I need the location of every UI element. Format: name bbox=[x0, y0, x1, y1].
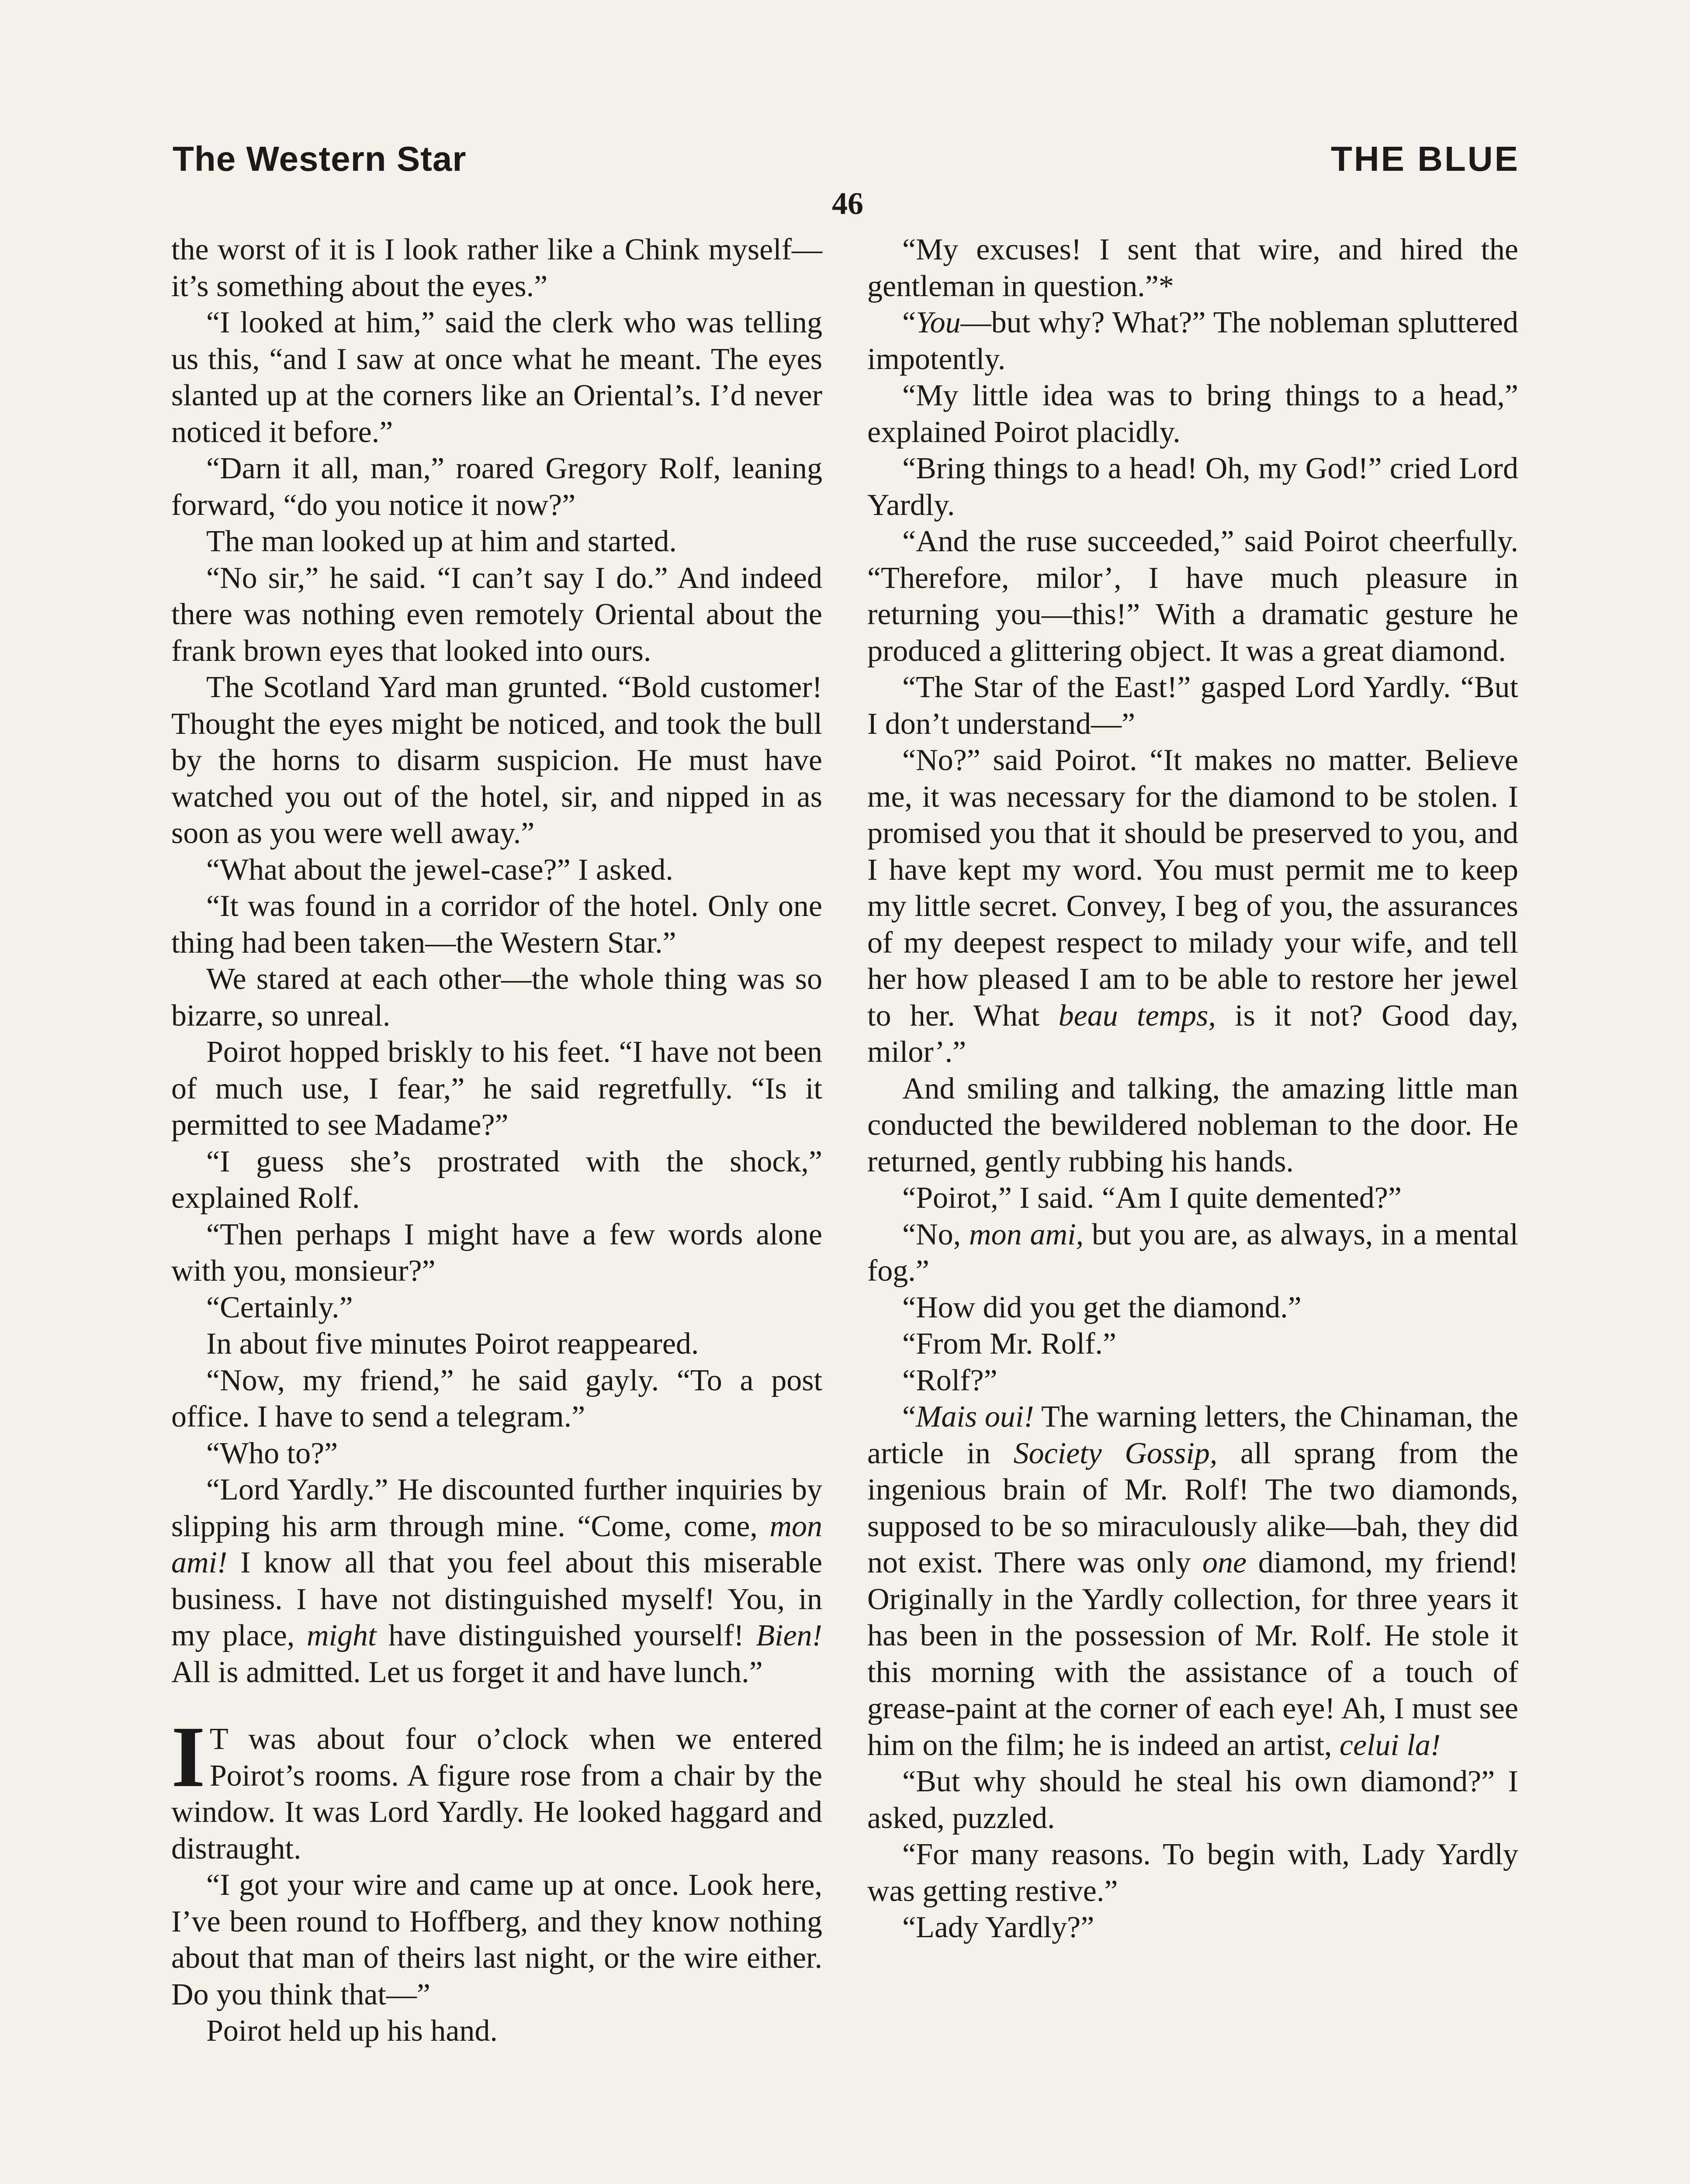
section-break bbox=[171, 1690, 822, 1721]
paragraph: “You—but why? What?” The nobleman spluttered impotently. bbox=[867, 306, 1518, 376]
paragraph: “And the ruse succeeded,” said Poirot cheerfully. “Therefore, milor’, I have much pleasure in returning you—this!” With a dramatic gesture he produced a glittering object. It was a great diamond. bbox=[867, 525, 1518, 668]
paragraph: “Certainly.” bbox=[206, 1290, 353, 1324]
paragraph: “Then perhaps I might have a few words alone with you, monsieur?” bbox=[171, 1217, 822, 1288]
right-column bbox=[867, 232, 1518, 1946]
running-head-story-title: The Western Star bbox=[173, 139, 467, 178]
left-column bbox=[171, 232, 822, 2049]
paragraph: “Rolf?” bbox=[902, 1363, 997, 1397]
left-column-paragraphs-continued bbox=[171, 1867, 822, 2049]
paragraph: “Lord Yardly.” He discounted further inquiries by slipping his arm through mine. “Come, come, mon ami! I know all that you feel about this miserable business. I have not distinguished myself! You, in my place, might have distinguished yourself! Bien! All is admitted. Let us forget it and have lunch.” bbox=[171, 1473, 822, 1689]
paragraph: “I guess she’s prostrated with the shock,” explained Rolf. bbox=[171, 1144, 822, 1215]
paragraph: “From Mr. Rolf.” bbox=[902, 1327, 1116, 1361]
paragraph: “Who to?” bbox=[206, 1436, 338, 1470]
paragraph: “My little idea was to bring things to a head,” explained Poirot placidly. bbox=[867, 379, 1518, 449]
paragraph: “How did you get the diamond.” bbox=[902, 1290, 1302, 1324]
paragraph: Poirot held up his hand. bbox=[206, 2014, 498, 2048]
paragraph: “I got your wire and came up at once. Look here, I’ve been round to Hoffberg, and they know nothing about that man of theirs last night, or the wire either. Do you think that—” bbox=[171, 1868, 822, 2011]
paragraph: “My excuses! I sent that wire, and hired the gentleman in question.”* bbox=[867, 233, 1518, 303]
paragraph: And smiling and talking, the amazing little man conducted the bewildered nobleman to the door. He returned, gently rubbing his hands. bbox=[867, 1071, 1518, 1178]
paragraph: “Now, my friend,” he said gayly. “To a post office. I have to send a telegram.” bbox=[171, 1363, 822, 1434]
paragraph: “Darn it all, man,” roared Gregory Rolf, leaning forward, “do you notice it now?” bbox=[171, 452, 822, 522]
paragraph: the worst of it is I look rather like a Chink myself—it’s something about the eyes.” bbox=[171, 233, 822, 303]
page-number: 46 bbox=[832, 186, 863, 221]
paragraph: “Mais oui! The warning letters, the Chinaman, the article in Society Gossip, all sprang from the ingenious brain of Mr. Rolf! The two diamonds, supposed to be so miraculously alike—bah, they did not exist. There was only one diamond, my friend! Originally in the Yardly collection, for three years it has been in the possession of Mr. Rolf. He stole it this morning with the assistance of a touch of grease-paint at the corner of each eye! Ah, I must see him on the film; he is indeed an artist, celui la! bbox=[867, 1400, 1518, 1762]
paragraph: “Poirot,” I said. “Am I quite demented?” bbox=[902, 1181, 1402, 1215]
left-column-paragraphs bbox=[171, 232, 822, 1690]
paragraph: “For many reasons. To begin with, Lady Yardly was getting restive.” bbox=[867, 1838, 1518, 1908]
paragraph: “But why should he steal his own diamond?” I asked, puzzled. bbox=[867, 1765, 1518, 1835]
running-head-magazine-title: THE BLUE bbox=[1331, 139, 1520, 178]
paragraph: “What about the jewel-case?” I asked. bbox=[206, 853, 673, 887]
paragraph: The man looked up at him and started. bbox=[206, 525, 677, 558]
paragraph: In about five minutes Poirot reappeared. bbox=[206, 1327, 699, 1361]
paragraph: “No, mon ami, but you are, as always, in a mental fog.” bbox=[867, 1217, 1518, 1288]
paragraph: “No?” said Poirot. “It makes no matter. Believe me, it was necessary for the diamond to be stolen. I promised you that it should be preserved to you, and I have kept my word. You must permit me to keep my little secret. Convey, I beg of you, the assurances of my deepest respect to milady your wife, and tell her how pleased I am to be able to restore her jewel to her. What beau temps, is it not? Good day, milor’.” bbox=[867, 743, 1518, 1069]
paragraph: “I looked at him,” said the clerk who was telling us this, “and I saw at once what he meant. The eyes slanted up at the corners like an Oriental’s. I’d never noticed it before.” bbox=[171, 306, 822, 449]
section-opening-text: T was about four o’clock when we entered Poirot’s rooms. A figure rose from a chair by the window. It was Lord Yardly. He looked haggard and distraught. bbox=[171, 1722, 822, 1866]
paragraph: The Scotland Yard man grunted. “Bold customer! Thought the eyes might be noticed, and took the bull by the horns to disarm suspicion. He must have watched you out of the hotel, sir, and nipped in as soon as you were well away.” bbox=[171, 670, 822, 850]
paragraph: Poirot hopped briskly to his feet. “I have not been of much use, I fear,” he said regretfully. “Is it permitted to see Madame?” bbox=[171, 1035, 822, 1142]
paragraph: We stared at each other—the whole thing was so bizarre, so unreal. bbox=[171, 962, 822, 1033]
paragraph: “Lady Yardly?” bbox=[902, 1911, 1094, 1944]
section-opening-paragraph bbox=[171, 1709, 822, 1867]
paragraph: “It was found in a corridor of the hotel. Only one thing had been taken—the Western Star.” bbox=[171, 889, 822, 960]
drop-cap: I bbox=[171, 1709, 205, 1805]
right-column-paragraphs bbox=[867, 232, 1518, 1946]
paragraph: “Bring things to a head! Oh, my God!” cried Lord Yardly. bbox=[867, 452, 1518, 522]
paragraph: “No sir,” he said. “I can’t say I do.” And indeed there was nothing even remotely Oriental about the frank brown eyes that looked into ours. bbox=[171, 561, 822, 668]
paragraph: “The Star of the East!” gasped Lord Yardly. “But I don’t understand—” bbox=[867, 670, 1518, 741]
